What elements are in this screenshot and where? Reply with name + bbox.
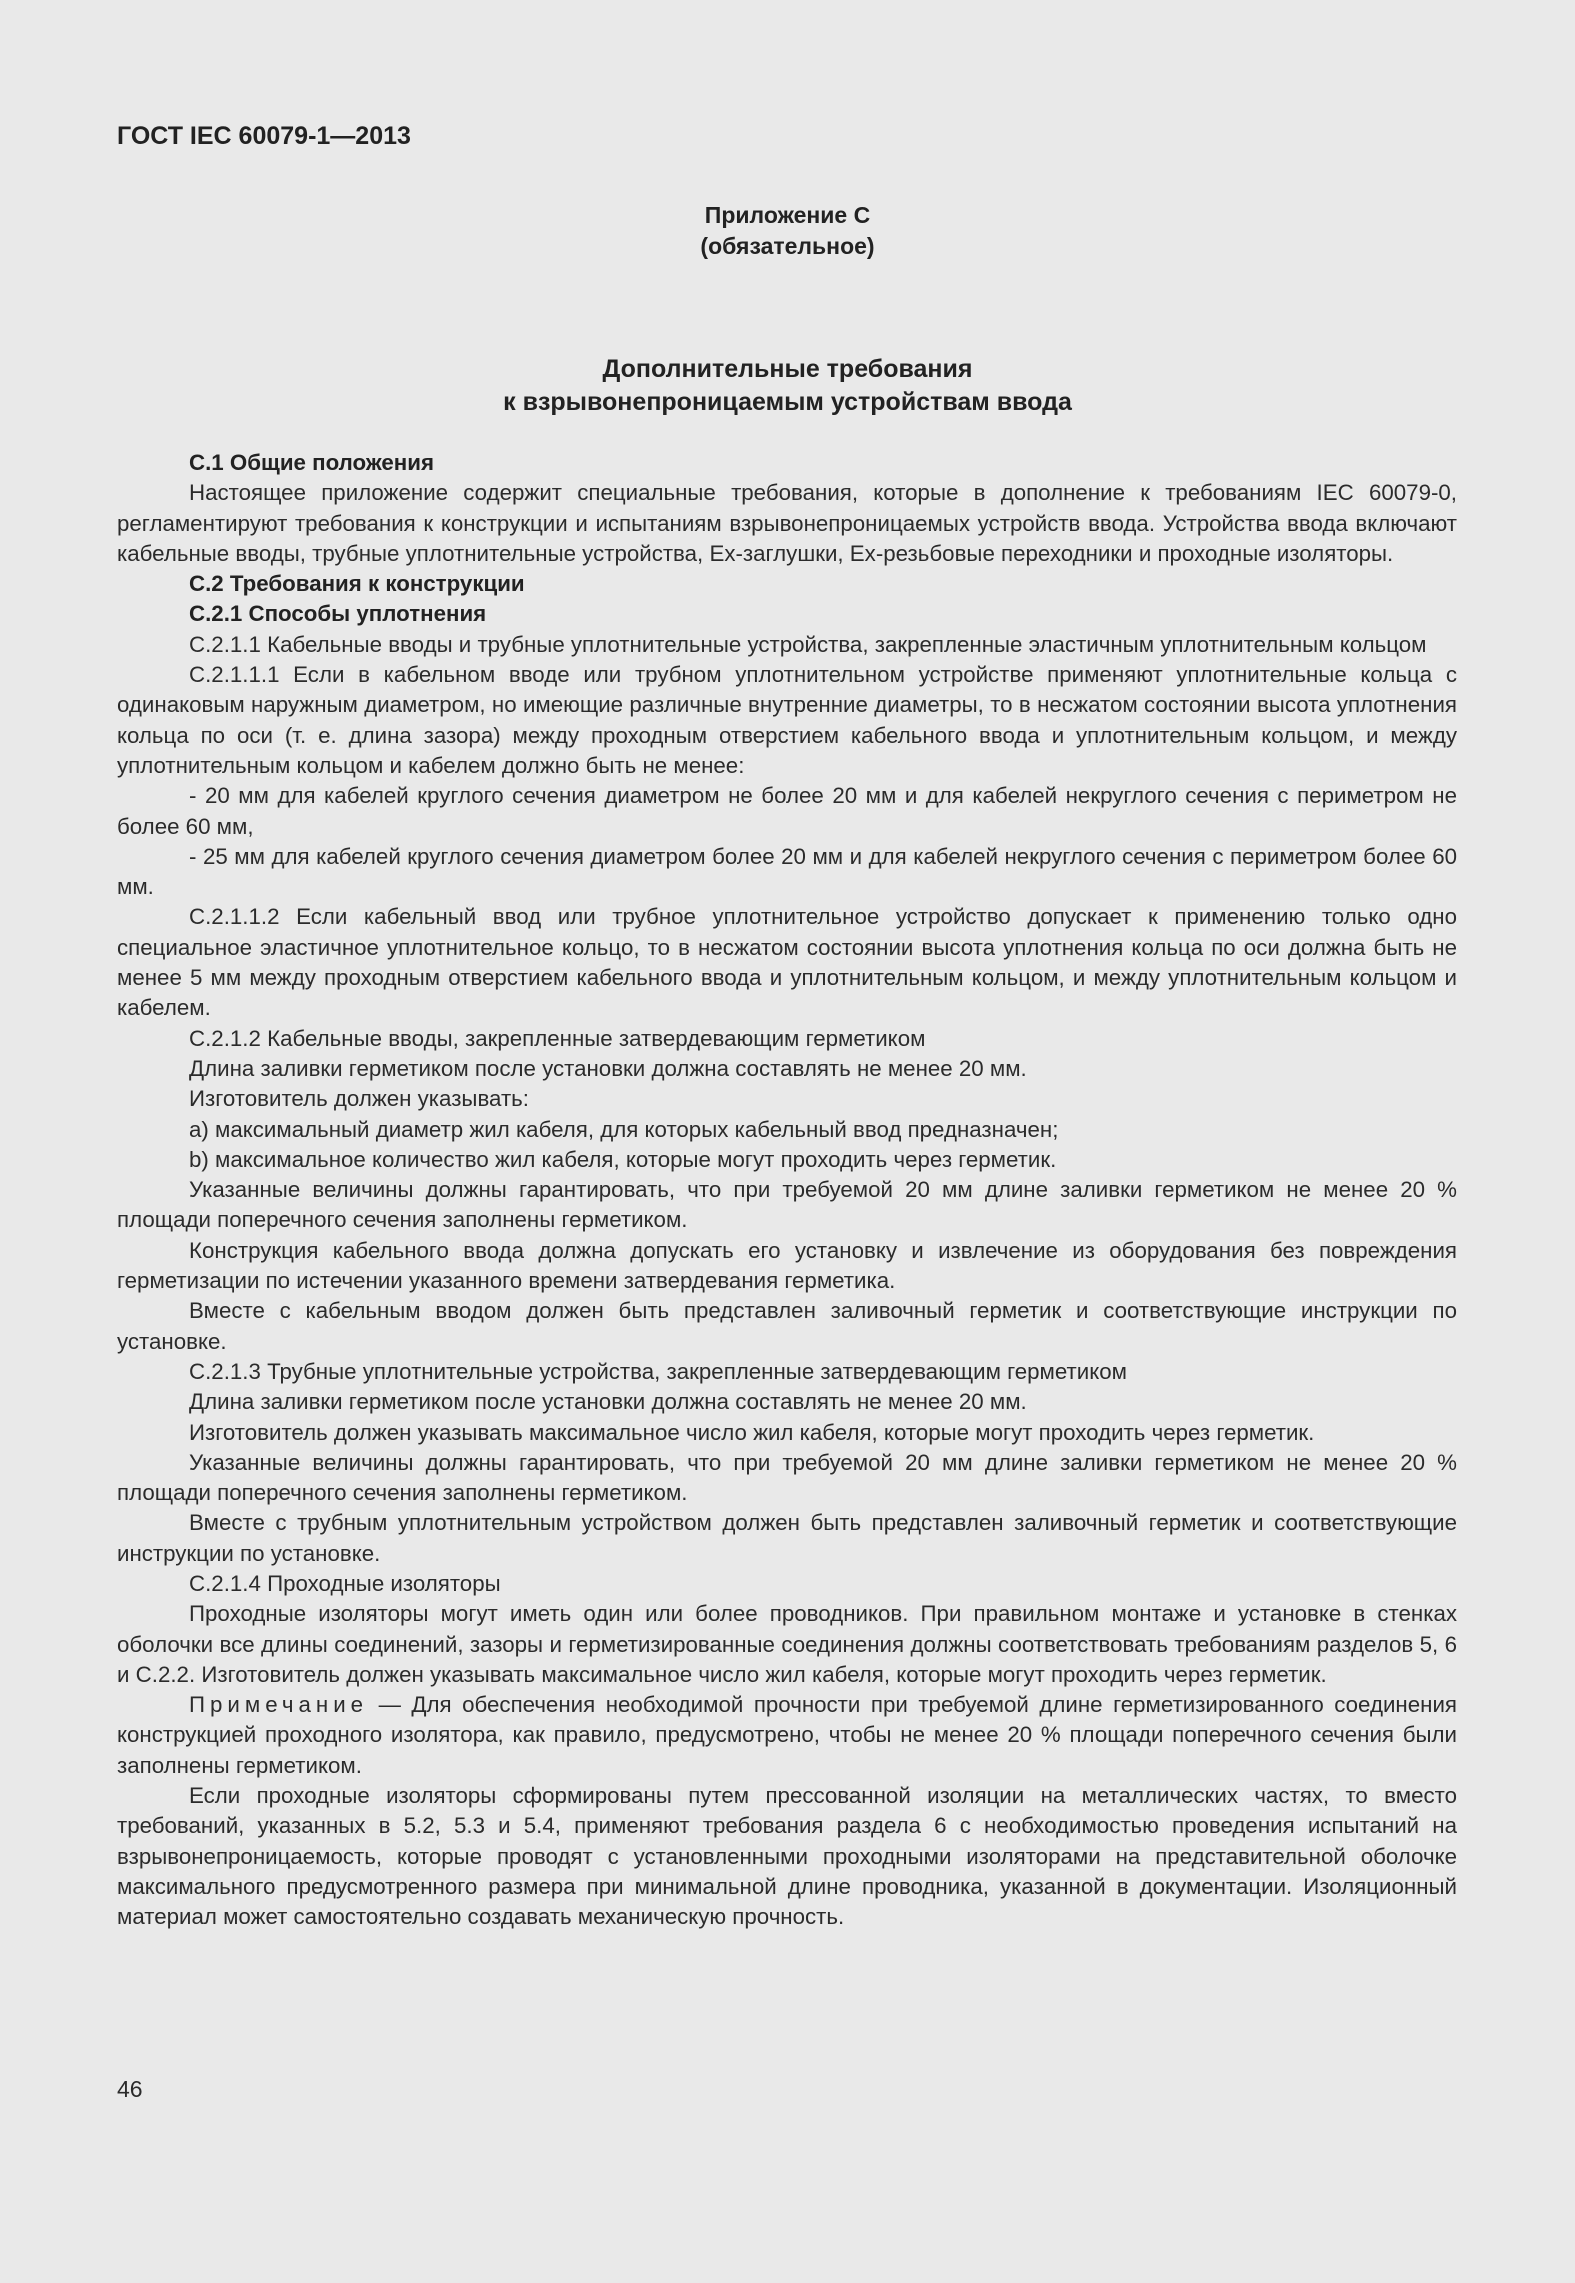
list-item: a) максимальный диаметр жил кабеля, для которых кабельный ввод предназначен; [189,1116,1059,1142]
clause-c214: С.2.1.4 Проходные изоляторы [189,1570,501,1596]
list-item: - 20 мм для кабелей круглого сечения диаметром не более 20 мм и для кабелей некруглого сечения с периметром не более 60 мм, [117,783,1457,839]
clause-c2112: С.2.1.1.2 Если кабельный ввод или трубное уплотнительное устройство допускает к применению только одно специальное эластичное уплотнительное кольцо, то в несжатом состоянии высота уплотнения кольца по оси должна быть не менее 5 мм между проходным отверстием кабельного ввода и уплотнительным кольцом, и между уплотнительным кольцом и кабелем. [117,904,1457,1021]
document-code-header: ГОСТ IEC 60079-1—2013 [117,122,411,150]
paragraph: Указанные величины должны гарантировать, что при требуемой 20 мм длине заливки герметиком не менее 20 % площади поперечного сечения заполнены герметиком. [117,1177,1457,1233]
note-text: — Для обеспечения необходимой прочности при требуемой длине герметизированного соединения конструкцией проходного изолятора, как правило, предусмотрено, чтобы не менее 20 % площади поперечного сечения были заполнены герметиком. [117,1692,1457,1778]
paragraph: Если проходные изоляторы сформированы путем прессованной изоляции на металлических частях, то вместо требований, указанных в 5.2, 5.3 и 5.4, применяют требования раздела 6 с необходимостью проведения испытаний на взрывонепроницаемость, которые проводят с установленными проходными изоляторами на представительной оболочке максимального предусмотренного размера при минимальной длине проводника, указанной в документации. Изоляционный материал может самостоятельно создавать механическую прочность. [117,1783,1457,1930]
paragraph: Настоящее приложение содержит специальные требования, которые в дополнение к требованиям IEC 60079-0, регламентируют требования к конструкции и испытаниям взрывонепроницаемых устройств ввода. Устройства ввода включают кабельные вводы, трубные уплотнительные устройства, Ex-заглушки, Ex-резьбовые переходники и проходные изоляторы. [117,480,1457,566]
section-heading-c21: С.2.1 Способы уплотнения [189,601,487,627]
paragraph: Проходные изоляторы могут иметь один или более проводников. При правильном монтаже и установке в стенках оболочки все длины соединений, зазоры и герметизированные соединения должны соответствовать требованиям разделов 5, 6 и С.2.2. Изготовитель должен указывать максимальное число жил кабеля, которые могут проходить через герметик. [117,1601,1457,1687]
section-heading-c2: С.2 Требования к конструкции [189,571,525,597]
paragraph: Указанные величины должны гарантировать, что при требуемой 20 мм длине заливки герметиком не менее 20 % площади поперечного сечения заполнены герметиком. [117,1449,1457,1506]
annex-title-line-2: к взрывонепроницаемым устройствам ввода [503,388,1072,416]
annex-heading [0,200,1575,262]
list-item: b) максимальное количество жил кабеля, которые могут проходить через герметик. [189,1146,1057,1172]
annex-label: Приложение С [704,202,871,228]
paragraph: Вместе с кабельным вводом должен быть представлен заливочный герметик и соответствующие инструкции по установке. [117,1298,1457,1354]
clause-c2111: С.2.1.1.1 Если в кабельном вводе или трубном уплотнительном устройстве применяют уплотнительные кольца с одинаковым наружным диаметром, но имеющие различные внутренние диаметры, то в несжатом состоянии высота уплотнения кольца по оси (т. е. длина зазора) между проходным отверстием кабельного ввода и уплотнительным кольцом, и между уплотнительным кольцом и кабелем должно быть не менее: [117,662,1457,778]
paragraph: Длина заливки герметиком после установки должна составлять не менее 20 мм. [189,1389,1027,1415]
note [117,1690,1457,1781]
paragraph: Длина заливки герметиком после установки должна составлять не менее 20 мм. [189,1055,1027,1081]
annex-title [0,353,1575,419]
clause-c213: С.2.1.3 Трубные уплотнительные устройства, закрепленные затвердевающим герметиком [189,1358,1127,1384]
clause-c212: С.2.1.2 Кабельные вводы, закрепленные затвердевающим герметиком [189,1025,926,1051]
clause-c211: С.2.1.1 Кабельные вводы и трубные уплотнительные устройства, закрепленные эластичным уплотнительным кольцом [189,631,1427,657]
section-heading-c1: С.1 Общие положения [189,450,434,475]
paragraph: Изготовитель должен указывать: [189,1086,529,1112]
annex-status: (обязательное) [700,233,875,259]
paragraph: Вместе с трубным уплотнительным устройством должен быть представлен заливочный герметик и соответствующие инструкции по установке. [117,1510,1457,1566]
note-label: Примечание [189,1692,369,1718]
paragraph: Конструкция кабельного ввода должна допускать его установку и извлечение из оборудования без повреждения герметизации по истечении указанного времени затвердевания герметика. [117,1237,1457,1294]
page-number: 46 [117,2076,143,2102]
list-item: - 25 мм для кабелей круглого сечения диаметром более 20 мм и для кабелей некруглого сечения с периметром более 60 мм. [117,843,1457,900]
document-body [117,448,1457,1933]
annex-title-line-1: Дополнительные требования [602,355,973,383]
paragraph: Изготовитель должен указывать максимальное число жил кабеля, которые могут проходить через герметик. [189,1419,1315,1445]
